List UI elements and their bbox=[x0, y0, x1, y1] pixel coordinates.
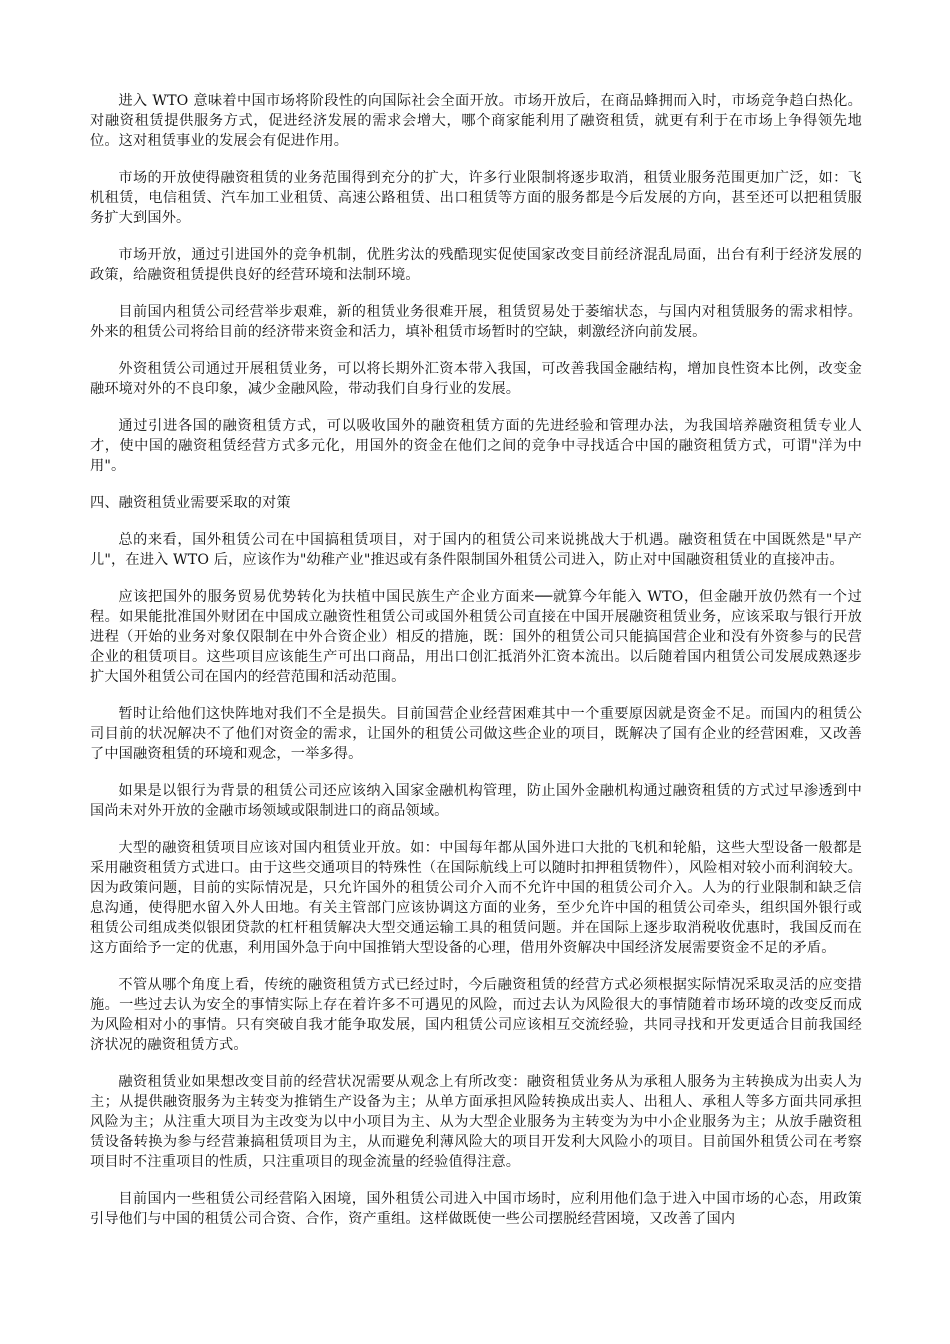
paragraph: 总的来看，国外租赁公司在中国搞租赁项目，对于国内的租赁公司来说挑战大于机遇。融资租赁在中国既然是"早产儿"，在进入 WTO 后，应该作为"幼稚产业"推迟或有条件限制国外租赁公司进入，防止对中国融资租赁业的直接冲击。 bbox=[90, 532, 862, 568]
document-body bbox=[90, 91, 862, 1246]
paragraph: 进入 WTO 意味着中国市场将阶段性的向国际社会全面开放。市场开放后，在商品蜂拥而入时，市场竞争趋白热化。对融资租赁提供服务方式，促进经济发展的需求会增大，哪个商家能利用了融资租赁，就更有利于在市场上争得领先地位。这对租赁事业的发展会有促进作用。 bbox=[90, 93, 862, 149]
paragraph: 应该把国外的服务贸易优势转化为扶植中国民族生产企业方面来──就算今年能入 WTO，但金融开放仍然有一个过程。如果能批准国外财团在中国成立融资性租赁公司或国外租赁公司直接在中国开展融资租赁业务，应该采取与银行开放进程（开始的业务对象仅限制在中外合资企业）相反的措施，既：国外的租赁公司只能搞国营企业和没有外资参与的民营企业的租赁项目。这些项目应该能生产可出口商品，用出口创汇抵消外汇资本流出。以后随着国内租赁公司发展成熟逐步扩大国外租赁公司在国内的经营范围和活动范围。 bbox=[90, 589, 862, 685]
section-heading: 四、融资租赁业需要采取的对策 bbox=[90, 495, 291, 511]
paragraph: 融资租赁业如果想改变目前的经营状况需要从观念上有所改变：融资租赁业务从为承租人服务为主转换成为出卖人为主；从提供融资服务为主转变为推销生产设备为主；从单方面承担风险转换成出卖人、出租人、承租人等多方面共同承担风险为主；从注重大项目为主改变为以中小项目为主、从为大型企业服务为主转变为为中小企业服务为主；从放手融资租赁设备转换为参与经营兼搞租赁项目为主，从而避免利薄风险大的项目开发利大风险小的项目。目前国外租赁公司在考察项目时不注重项目的性质，只注重项目的现金流量的经验值得注意。 bbox=[90, 1074, 862, 1170]
paragraph: 目前国内租赁公司经营举步艰难，新的租赁业务很难开展，租赁贸易处于萎缩状态，与国内对租赁服务的需求相悖。外来的租赁公司将给目前的经济带来资金和活力，填补租赁市场暂时的空缺，刺激经济向前发展。 bbox=[90, 304, 862, 340]
paragraph: 市场开放，通过引进国外的竞争机制，优胜劣汰的残酷现实促使国家改变目前经济混乱局面，出台有利于经济发展的政策，给融资租赁提供良好的经营环境和法制环境。 bbox=[90, 247, 862, 283]
paragraph: 外资租赁公司通过开展租赁业务，可以将长期外汇资本带入我国，可改善我国金融结构，增加良性资本比例，改变金融环境对外的不良印象，减少金融风险，带动我们自身行业的发展。 bbox=[90, 361, 862, 397]
paragraph: 如果是以银行为背景的租赁公司还应该纳入国家金融机构管理，防止国外金融机构通过融资租赁的方式过早渗透到中国尚未对外开放的金融市场领域或限制进口的商品领域。 bbox=[90, 783, 862, 819]
paragraph: 大型的融资租赁项目应该对国内租赁业开放。如：中国每年都从国外进口大批的飞机和轮船，这些大型设备一般都是采用融资租赁方式进口。由于这些交通项目的特殊性（在国际航线上可以随时扣押租赁物件），风险相对较小而利润较大。因为政策问题，目前的实际情况是，只允许国外的租赁公司介入而不允许中国的租赁公司介入。人为的行业限制和缺乏信息沟通，使得肥水留入外人田地。有关主管部门应该协调这方面的业务，至少允许中国的租赁公司牵头，组织国外银行或租赁公司组成类似银团贷款的杠杆租赁解决大型交通运输工具的租赁问题。并在国际上逐步取消税收优惠时，我国反而在这方面给予一定的优惠，利用国外急于向中国推销大型设备的心理，借用外资解决中国经济发展需要资金不足的矛盾。 bbox=[90, 840, 862, 956]
paragraph: 不管从哪个角度上看，传统的融资租赁方式已经过时，今后融资租赁的经营方式必须根据实际情况采取灵活的应变措施。一些过去认为安全的事情实际上存在着许多不可遇见的风险，而过去认为风险很大的事情随着市场环境的改变反而成为风险相对小的事情。只有突破自我才能争取发展，国内租赁公司应该相互交流经验，共同寻找和开发更适合目前我国经济状况的融资租赁方式。 bbox=[90, 977, 862, 1053]
paragraph: 通过引进各国的融资租赁方式，可以吸收国外的融资租赁方面的先进经验和管理办法，为我国培养融资租赁专业人才，使中国的融资租赁经营方式多元化，用国外的资金在他们之间的竞争中寻找适合中国的融资租赁方式，可谓"洋为中用"。 bbox=[90, 418, 862, 474]
paragraph: 市场的开放使得融资租赁的业务范围得到充分的扩大，许多行业限制将逐步取消，租赁业服务范围更加广泛，如：飞机租赁，电信租赁、汽车加工业租赁、高速公路租赁、出口租赁等方面的服务都是今后发展的方向，甚至还可以把租赁服务扩大到国外。 bbox=[90, 170, 862, 226]
paragraph: 暂时让给他们这快阵地对我们不全是损失。目前国营企业经营困难其中一个重要原因就是资金不足。而国内的租赁公司目前的状况解决不了他们对资金的需求，让国外的租赁公司做这些企业的项目，既解决了国有企业的经营困难，又改善了中国融资租赁的环境和观念，一举多得。 bbox=[90, 706, 862, 762]
paragraph: 目前国内一些租赁公司经营陷入困境，国外租赁公司进入中国市场时，应利用他们急于进入中国市场的心态，用政策引导他们与中国的租赁公司合资、合作，资产重组。这样做既使一些公司摆脱经营困境，又改善了国内 bbox=[90, 1191, 862, 1227]
